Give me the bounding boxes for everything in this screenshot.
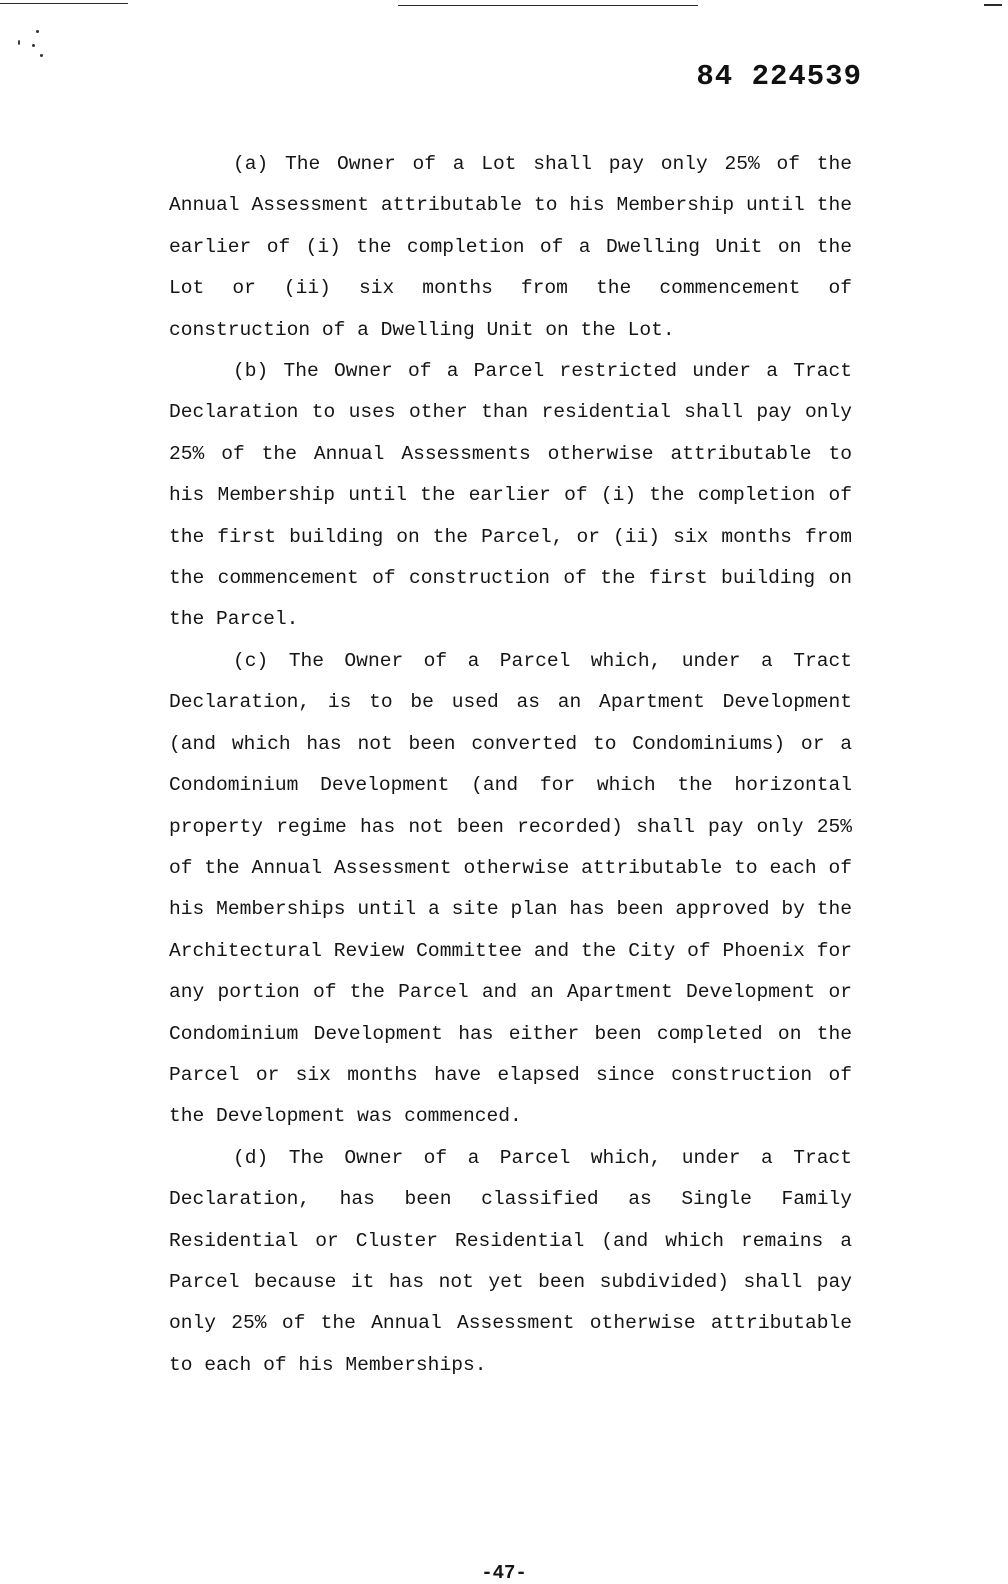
scan-line-top-left	[0, 3, 128, 4]
document-number: 84 224539	[696, 60, 862, 93]
document-body	[169, 144, 852, 1386]
scan-speck	[32, 44, 35, 47]
paragraph-a: (a) The Owner of a Lot shall pay only 25% of the Annual Assessment attributable to his Membership until the earlier of (i) the completion of a Dwelling Unit on the Lot or (ii) six months from the commencement of construction of a Dwelling Unit on the Lot.	[169, 153, 852, 341]
scan-speck	[40, 54, 43, 57]
paragraph-c: (c) The Owner of a Parcel which, under a Tract Declaration, is to be used as an Apartment Development (and which has not been converted to Condominiums) or a Condominium Development (and for which the horizontal property regime has not been recorded) shall pay only 25% of the Annual Assessment otherwise attributable to each of his Memberships until a site plan has been approved by the Architectural Review Committee and the City of Phoenix for any portion of the Parcel and an Apartment Development or Condominium Development has either been completed on the Parcel or six months have elapsed since construction of the Development was commenced.	[169, 649, 852, 1128]
scan-line-top-center	[398, 5, 698, 6]
paragraph-b: (b) The Owner of a Parcel restricted under a Tract Declaration to uses other than residential shall pay only 25% of the Annual Assessments otherwise attributable to his Membership until the earlier of (i) the completion of the first building on the Parcel, or (ii) six months from the commencement of construction of the first building on the Parcel.	[169, 360, 852, 631]
page-number: -47-	[481, 1562, 527, 1584]
scan-speck	[18, 40, 20, 45]
paragraph-d: (d) The Owner of a Parcel which, under a Tract Declaration, has been classified as Single Family Residential or Cluster Residential (and which remains a Parcel because it has not yet been subdivided) shall pay only 25% of the Annual Assessment otherwise attributable to each of his Memberships.	[169, 1146, 852, 1376]
scan-line-top-right	[984, 4, 1002, 6]
scan-speck	[36, 30, 39, 33]
